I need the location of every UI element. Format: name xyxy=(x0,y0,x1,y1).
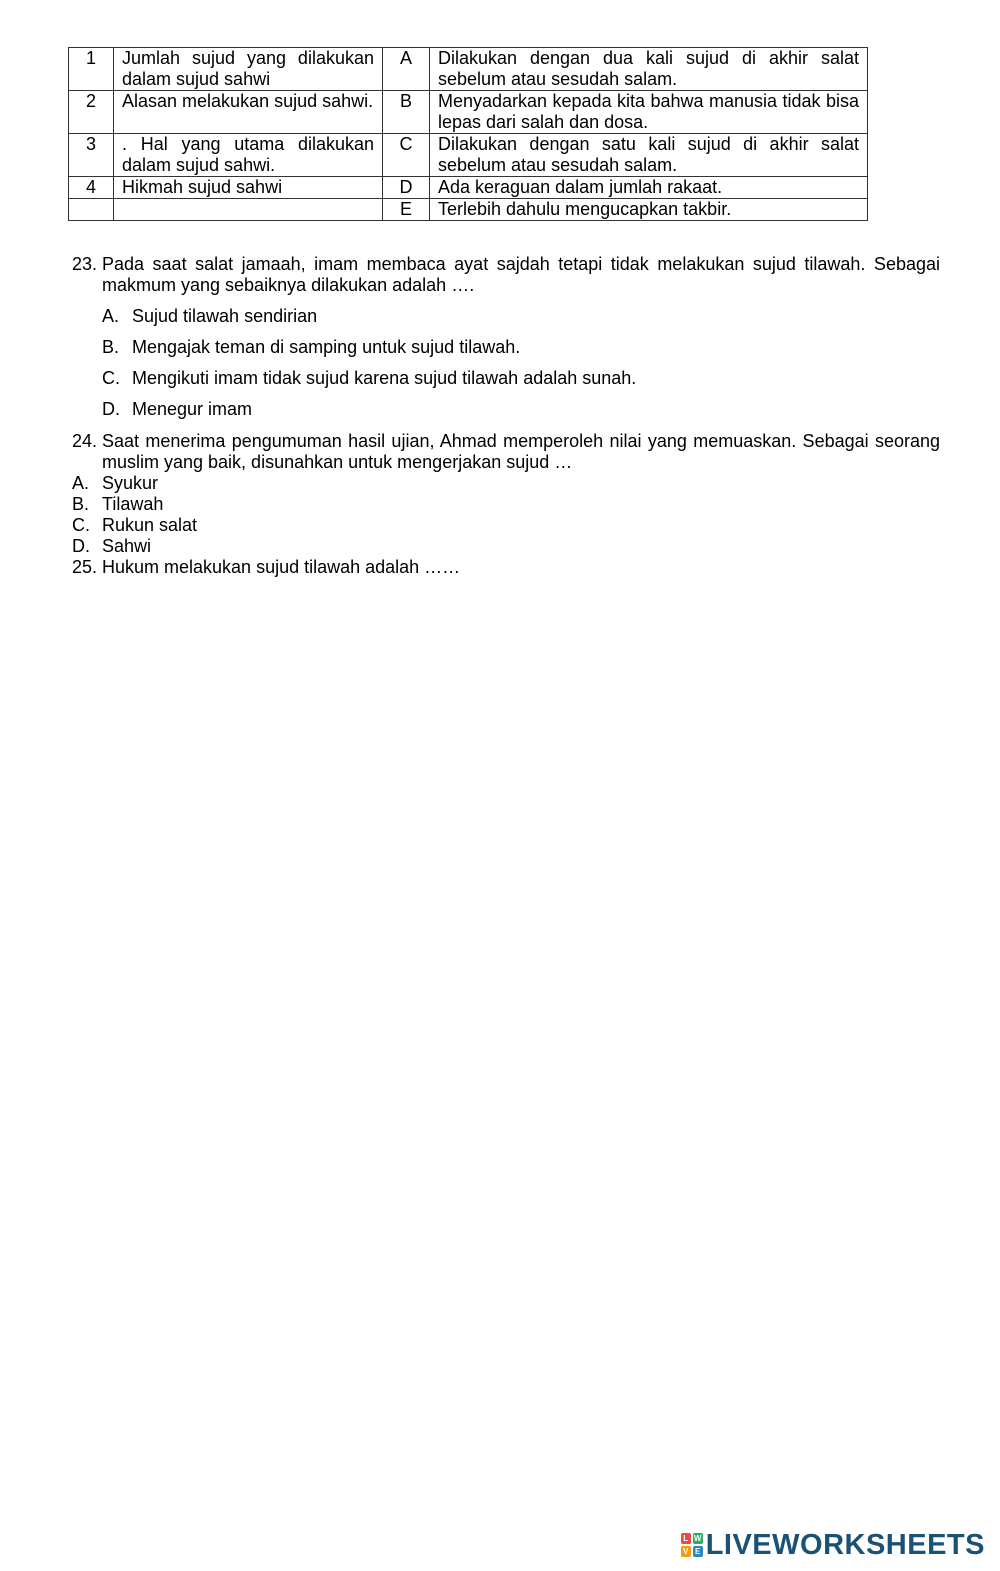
option-d xyxy=(72,536,940,557)
option-letter: B. xyxy=(72,494,90,514)
question-number: 25. xyxy=(72,557,98,577)
question-number: 24. xyxy=(72,431,98,451)
question-25 xyxy=(72,557,940,578)
options-list xyxy=(102,306,940,420)
table-row xyxy=(69,177,868,199)
option-letter: B. xyxy=(102,337,120,357)
question-text: Saat menerima pengumuman hasil ujian, Ahmad memperoleh nilai yang memuaskan. Sebagai seorang muslim yang baik, disunahkan untuk mengerjakan sujud … xyxy=(102,431,940,472)
left-statement xyxy=(114,199,383,221)
logo-mark-icon xyxy=(681,1533,703,1557)
question-23 xyxy=(72,254,940,420)
option-a xyxy=(72,473,940,494)
row-number: 2 xyxy=(69,91,114,134)
left-statement: Jumlah sujud yang dilakukan dalam sujud sahwi xyxy=(114,48,383,91)
option-d xyxy=(102,399,940,420)
answer-letter: C xyxy=(383,134,430,177)
question-number: 23. xyxy=(72,254,98,274)
left-statement: Hikmah sujud sahwi xyxy=(114,177,383,199)
answer-statement: Terlebih dahulu mengucapkan takbir. xyxy=(430,199,868,221)
option-text: Tilawah xyxy=(102,494,164,514)
option-letter: A. xyxy=(72,473,90,493)
table-row xyxy=(69,134,868,177)
row-number: 1 xyxy=(69,48,114,91)
answer-statement: Dilakukan dengan satu kali sujud di akhir salat sebelum atau sesudah salam. xyxy=(430,134,868,177)
option-text: Sahwi xyxy=(102,536,152,556)
option-letter: C. xyxy=(72,515,90,535)
option-b xyxy=(102,337,940,358)
table-row xyxy=(69,199,868,221)
liveworksheets-logo xyxy=(681,1528,985,1561)
logo-letter: E xyxy=(693,1546,703,1557)
option-letter: D. xyxy=(72,536,90,556)
option-letter: A. xyxy=(102,306,120,326)
row-number: 4 xyxy=(69,177,114,199)
question-text: Pada saat salat jamaah, imam membaca ayat sajdah tetapi tidak melakukan sujud tilawah. Sebagai makmum yang sebaiknya dilakukan adalah …. xyxy=(102,254,940,295)
option-a xyxy=(102,306,940,327)
option-text: Sujud tilawah sendirian xyxy=(132,306,318,326)
logo-text: LIVEWORKSHEETS xyxy=(705,1528,985,1561)
answer-letter: E xyxy=(383,199,430,221)
answer-letter: A xyxy=(383,48,430,91)
option-text: Mengikuti imam tidak sujud karena sujud tilawah adalah sunah. xyxy=(132,368,637,388)
option-text: Rukun salat xyxy=(102,515,198,535)
option-letter: D. xyxy=(102,399,120,419)
logo-letter: L xyxy=(681,1533,691,1544)
table-row xyxy=(69,48,868,91)
option-c xyxy=(72,515,940,536)
option-c xyxy=(102,368,940,389)
answer-statement: Dilakukan dengan dua kali sujud di akhir salat sebelum atau sesudah salam. xyxy=(430,48,868,91)
answer-letter: D xyxy=(383,177,430,199)
logo-letter: V xyxy=(681,1546,691,1557)
question-24 xyxy=(72,431,940,578)
option-text: Mengajak teman di samping untuk sujud tilawah. xyxy=(132,337,521,357)
option-b xyxy=(72,494,940,515)
answer-statement: Menyadarkan kepada kita bahwa manusia tidak bisa lepas dari salah dan dosa. xyxy=(430,91,868,134)
left-statement: . Hal yang utama dilakukan dalam sujud sahwi. xyxy=(114,134,383,177)
option-letter: C. xyxy=(102,368,120,388)
row-number: 3 xyxy=(69,134,114,177)
options-list xyxy=(72,473,940,557)
option-text: Menegur imam xyxy=(132,399,253,419)
table-row xyxy=(69,91,868,134)
logo-letter: W xyxy=(693,1534,702,1543)
option-text: Syukur xyxy=(102,473,159,493)
row-number xyxy=(69,199,114,221)
left-statement: Alasan melakukan sujud sahwi. xyxy=(114,91,383,134)
answer-letter: B xyxy=(383,91,430,134)
answer-statement: Ada keraguan dalam jumlah rakaat. xyxy=(430,177,868,199)
matching-table xyxy=(68,47,868,221)
question-text: Hukum melakukan sujud tilawah adalah …… xyxy=(102,557,461,577)
